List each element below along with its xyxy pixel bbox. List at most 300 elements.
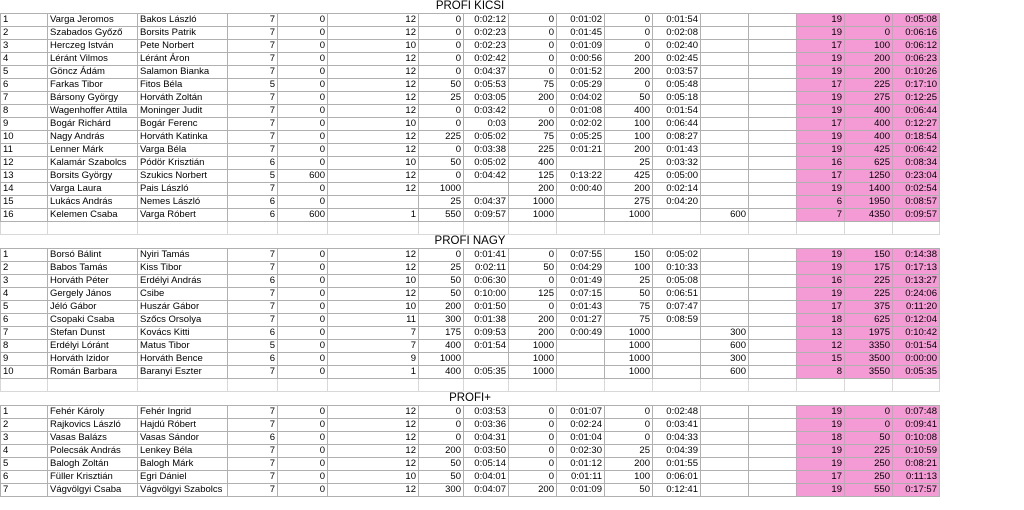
cell[interactable]: 25 <box>605 275 653 288</box>
cell[interactable]: 25 <box>419 262 464 275</box>
cell[interactable]: 0:06:16 <box>893 27 940 40</box>
cell[interactable]: 275 <box>845 92 893 105</box>
cell[interactable]: 0:03:42 <box>464 105 509 118</box>
cell[interactable]: 100 <box>605 262 653 275</box>
cell[interactable]: 200 <box>419 301 464 314</box>
cell[interactable]: 200 <box>605 66 653 79</box>
cell[interactable]: 225 <box>845 288 893 301</box>
cell[interactable]: 0:05:08 <box>893 14 940 27</box>
cell[interactable]: 0:02:02 <box>557 118 605 131</box>
cell[interactable] <box>701 262 749 275</box>
cell[interactable]: 1000 <box>509 209 557 222</box>
empty-cell[interactable] <box>653 222 701 235</box>
cell[interactable]: 0:01:27 <box>557 314 605 327</box>
cell[interactable] <box>701 92 749 105</box>
cell[interactable]: 400 <box>845 118 893 131</box>
cell[interactable]: 7 <box>228 131 278 144</box>
cell[interactable]: 19 <box>797 14 845 27</box>
cell[interactable]: Kovács Kitti <box>138 327 228 340</box>
cell[interactable]: Bakos László <box>138 14 228 27</box>
empty-cell[interactable] <box>845 379 893 392</box>
cell[interactable]: 25 <box>419 92 464 105</box>
cell[interactable]: Szőcs Orsolya <box>138 314 228 327</box>
cell[interactable]: 0:06:30 <box>464 275 509 288</box>
cell[interactable]: 10 <box>328 40 419 53</box>
cell[interactable]: 7 <box>228 40 278 53</box>
cell[interactable]: Szukics Norbert <box>138 170 228 183</box>
cell[interactable]: 0:08:59 <box>653 314 701 327</box>
cell[interactable]: 0 <box>278 314 328 327</box>
cell[interactable]: Horváth Zoltán <box>138 92 228 105</box>
cell[interactable]: 0:04:02 <box>557 92 605 105</box>
cell[interactable]: 1000 <box>605 340 653 353</box>
cell[interactable]: Babos Tamás <box>48 262 138 275</box>
cell[interactable] <box>653 340 701 353</box>
cell[interactable]: 0 <box>419 406 464 419</box>
cell[interactable]: 0:02:11 <box>464 262 509 275</box>
empty-cell[interactable] <box>278 222 328 235</box>
cell[interactable] <box>749 419 797 432</box>
cell[interactable]: 0:12:27 <box>893 118 940 131</box>
cell[interactable]: 0:17:10 <box>893 79 940 92</box>
cell[interactable]: 0 <box>419 419 464 432</box>
empty-cell[interactable] <box>48 222 138 235</box>
cell[interactable]: 0:07:47 <box>653 301 701 314</box>
cell[interactable]: 0 <box>278 118 328 131</box>
cell[interactable]: 0 <box>605 27 653 40</box>
cell[interactable]: 12 <box>797 340 845 353</box>
cell[interactable] <box>749 14 797 27</box>
cell[interactable]: 0:08:21 <box>893 458 940 471</box>
cell[interactable] <box>749 118 797 131</box>
cell[interactable]: Erdélyi Lóránt <box>48 340 138 353</box>
cell[interactable]: 19 <box>797 27 845 40</box>
cell[interactable]: 275 <box>605 196 653 209</box>
cell[interactable]: 0:02:08 <box>653 27 701 40</box>
cell[interactable]: 0:11:13 <box>893 471 940 484</box>
cell[interactable]: 175 <box>845 262 893 275</box>
cell[interactable]: 0:03:36 <box>464 419 509 432</box>
cell[interactable]: 0 <box>509 105 557 118</box>
cell[interactable]: 5 <box>228 79 278 92</box>
empty-cell[interactable] <box>701 222 749 235</box>
cell[interactable]: 0:18:54 <box>893 131 940 144</box>
cell[interactable]: 6 <box>228 353 278 366</box>
cell[interactable] <box>653 353 701 366</box>
cell[interactable]: 50 <box>419 79 464 92</box>
cell[interactable] <box>749 327 797 340</box>
cell[interactable] <box>701 432 749 445</box>
cell[interactable]: 7 <box>228 249 278 262</box>
cell[interactable]: 0 <box>278 353 328 366</box>
cell[interactable]: 10 <box>1 366 48 379</box>
empty-cell[interactable] <box>1 379 48 392</box>
empty-cell[interactable] <box>328 222 419 235</box>
empty-cell[interactable] <box>464 222 509 235</box>
cell[interactable]: 0:06:51 <box>653 288 701 301</box>
cell[interactable]: 225 <box>419 131 464 144</box>
cell[interactable]: 0:02:23 <box>464 27 509 40</box>
cell[interactable]: 7 <box>228 301 278 314</box>
cell[interactable]: 3550 <box>845 366 893 379</box>
cell[interactable]: 19 <box>797 249 845 262</box>
cell[interactable] <box>701 183 749 196</box>
cell[interactable]: 425 <box>605 170 653 183</box>
cell[interactable] <box>653 209 701 222</box>
cell[interactable]: 10 <box>328 118 419 131</box>
cell[interactable]: 7 <box>228 406 278 419</box>
cell[interactable]: 12 <box>328 105 419 118</box>
cell[interactable]: 17 <box>797 79 845 92</box>
section-title[interactable]: PROFI+ <box>449 392 491 404</box>
cell[interactable]: 0:05:48 <box>653 79 701 92</box>
cell[interactable]: 10 <box>328 275 419 288</box>
cell[interactable]: 0 <box>278 288 328 301</box>
cell[interactable]: 11 <box>328 314 419 327</box>
cell[interactable]: 300 <box>701 353 749 366</box>
cell[interactable] <box>749 314 797 327</box>
cell[interactable]: 0:07:15 <box>557 288 605 301</box>
cell[interactable]: 7 <box>1 484 48 497</box>
empty-cell[interactable] <box>845 222 893 235</box>
cell[interactable] <box>701 249 749 262</box>
cell[interactable]: 7 <box>228 118 278 131</box>
cell[interactable]: 8 <box>1 340 48 353</box>
empty-cell[interactable] <box>509 379 557 392</box>
cell[interactable]: 0 <box>845 14 893 27</box>
cell[interactable]: 0:01:50 <box>464 301 509 314</box>
empty-cell[interactable] <box>605 222 653 235</box>
empty-cell[interactable] <box>228 222 278 235</box>
cell[interactable]: 3350 <box>845 340 893 353</box>
cell[interactable]: 1 <box>1 406 48 419</box>
cell[interactable]: 0 <box>419 249 464 262</box>
cell[interactable]: 18 <box>797 432 845 445</box>
cell[interactable] <box>749 92 797 105</box>
cell[interactable] <box>701 471 749 484</box>
cell[interactable]: 17 <box>797 118 845 131</box>
empty-cell[interactable] <box>749 379 797 392</box>
cell[interactable]: 3 <box>1 275 48 288</box>
cell[interactable]: 15 <box>1 196 48 209</box>
cell[interactable]: 0:11:20 <box>893 301 940 314</box>
cell[interactable]: 0:01:04 <box>557 432 605 445</box>
cell[interactable]: 17 <box>797 301 845 314</box>
cell[interactable]: 15 <box>797 353 845 366</box>
cell[interactable]: 0 <box>278 144 328 157</box>
cell[interactable]: Jéló Gábor <box>48 301 138 314</box>
cell[interactable]: Nemes László <box>138 196 228 209</box>
cell[interactable]: 0 <box>278 27 328 40</box>
cell[interactable]: 12 <box>328 79 419 92</box>
cell[interactable]: 0:05:29 <box>557 79 605 92</box>
cell[interactable]: 16 <box>797 157 845 170</box>
cell[interactable]: 0 <box>278 14 328 27</box>
cell[interactable]: 250 <box>845 471 893 484</box>
cell[interactable]: 6 <box>228 327 278 340</box>
cell[interactable]: 200 <box>605 183 653 196</box>
cell[interactable]: 2 <box>1 419 48 432</box>
cell[interactable]: 0:12:25 <box>893 92 940 105</box>
cell[interactable] <box>749 288 797 301</box>
cell[interactable]: 1 <box>1 249 48 262</box>
cell[interactable]: 12 <box>328 419 419 432</box>
cell[interactable]: 0:05:14 <box>464 458 509 471</box>
cell[interactable]: 125 <box>509 288 557 301</box>
cell[interactable]: 50 <box>419 157 464 170</box>
cell[interactable]: 7 <box>228 288 278 301</box>
cell[interactable]: 0 <box>845 27 893 40</box>
cell[interactable]: 50 <box>605 288 653 301</box>
cell[interactable]: 0:04:42 <box>464 170 509 183</box>
cell[interactable]: 0:01:49 <box>557 275 605 288</box>
cell[interactable] <box>749 196 797 209</box>
cell[interactable]: Fehér Károly <box>48 406 138 419</box>
cell[interactable]: Vasas Sándor <box>138 432 228 445</box>
cell[interactable]: 0:01:54 <box>653 105 701 118</box>
cell[interactable] <box>749 366 797 379</box>
cell[interactable] <box>701 445 749 458</box>
cell[interactable]: 0:02:30 <box>557 445 605 458</box>
cell[interactable]: 3 <box>1 432 48 445</box>
cell[interactable] <box>749 432 797 445</box>
section-title[interactable]: PROFI KICSI <box>435 0 505 12</box>
empty-cell[interactable] <box>328 379 419 392</box>
cell[interactable]: 0 <box>605 406 653 419</box>
cell[interactable]: 0 <box>278 275 328 288</box>
cell[interactable]: 400 <box>845 131 893 144</box>
cell[interactable] <box>749 183 797 196</box>
cell[interactable]: 150 <box>605 249 653 262</box>
cell[interactable]: 600 <box>278 170 328 183</box>
cell[interactable]: 200 <box>509 183 557 196</box>
cell[interactable]: 19 <box>797 445 845 458</box>
cell[interactable] <box>557 340 605 353</box>
cell[interactable]: 0:07:48 <box>893 406 940 419</box>
cell[interactable]: 1000 <box>509 340 557 353</box>
cell[interactable]: 400 <box>845 105 893 118</box>
cell[interactable]: 50 <box>509 262 557 275</box>
cell[interactable]: 6 <box>1 314 48 327</box>
cell[interactable]: Stefan Dunst <box>48 327 138 340</box>
cell[interactable]: Balogh Zoltán <box>48 458 138 471</box>
cell[interactable]: 0 <box>605 14 653 27</box>
cell[interactable]: 50 <box>419 288 464 301</box>
cell[interactable]: 0 <box>419 144 464 157</box>
cell[interactable]: 100 <box>605 131 653 144</box>
cell[interactable] <box>701 196 749 209</box>
cell[interactable]: 200 <box>419 445 464 458</box>
cell[interactable]: 18 <box>797 314 845 327</box>
cell[interactable]: 0 <box>509 14 557 27</box>
cell[interactable]: 6 <box>228 275 278 288</box>
cell[interactable]: 4 <box>1 445 48 458</box>
cell[interactable] <box>557 196 605 209</box>
cell[interactable]: 600 <box>278 209 328 222</box>
cell[interactable] <box>701 170 749 183</box>
cell[interactable]: 0:06:01 <box>653 471 701 484</box>
cell[interactable]: 0 <box>419 105 464 118</box>
cell[interactable]: 75 <box>509 131 557 144</box>
cell[interactable]: 0 <box>278 419 328 432</box>
cell[interactable]: 16 <box>1 209 48 222</box>
cell[interactable]: 0:01:54 <box>464 340 509 353</box>
empty-cell[interactable] <box>1 222 48 235</box>
cell[interactable]: 225 <box>845 275 893 288</box>
cell[interactable] <box>749 27 797 40</box>
cell[interactable] <box>749 484 797 497</box>
cell[interactable]: 0:02:24 <box>557 419 605 432</box>
cell[interactable]: 19 <box>797 66 845 79</box>
cell[interactable]: 0:09:57 <box>893 209 940 222</box>
cell[interactable]: 1000 <box>419 353 464 366</box>
empty-cell[interactable] <box>464 379 509 392</box>
empty-cell[interactable] <box>48 379 138 392</box>
cell[interactable]: Erdélyi András <box>138 275 228 288</box>
cell[interactable]: 150 <box>845 249 893 262</box>
cell[interactable]: 225 <box>845 445 893 458</box>
cell[interactable]: 200 <box>845 66 893 79</box>
cell[interactable]: 7 <box>1 327 48 340</box>
cell[interactable]: 0 <box>509 458 557 471</box>
cell[interactable]: 0:04:33 <box>653 432 701 445</box>
empty-cell[interactable] <box>797 222 845 235</box>
cell[interactable]: 200 <box>605 144 653 157</box>
cell[interactable]: 0:06:42 <box>893 144 940 157</box>
cell[interactable]: 600 <box>701 209 749 222</box>
cell[interactable]: 4350 <box>845 209 893 222</box>
cell[interactable]: 0 <box>278 79 328 92</box>
cell[interactable]: 12 <box>328 170 419 183</box>
cell[interactable]: 19 <box>797 458 845 471</box>
cell[interactable]: 0 <box>509 301 557 314</box>
cell[interactable]: 5 <box>228 340 278 353</box>
cell[interactable] <box>749 340 797 353</box>
cell[interactable] <box>701 105 749 118</box>
cell[interactable] <box>701 53 749 66</box>
cell[interactable]: 625 <box>845 314 893 327</box>
cell[interactable]: 25 <box>605 445 653 458</box>
empty-cell[interactable] <box>278 379 328 392</box>
cell[interactable]: 0 <box>509 40 557 53</box>
cell[interactable]: 0:13:27 <box>893 275 940 288</box>
cell[interactable]: 0:02:42 <box>464 53 509 66</box>
empty-cell[interactable] <box>605 379 653 392</box>
cell[interactable]: Bogár Ferenc <box>138 118 228 131</box>
cell[interactable]: 6 <box>228 196 278 209</box>
cell[interactable]: 1250 <box>845 170 893 183</box>
cell[interactable]: Fehér Ingrid <box>138 406 228 419</box>
cell[interactable]: Horváth Péter <box>48 275 138 288</box>
cell[interactable]: 12 <box>328 458 419 471</box>
cell[interactable] <box>701 288 749 301</box>
cell[interactable]: 7 <box>228 105 278 118</box>
cell[interactable]: 0:04:37 <box>464 66 509 79</box>
cell[interactable]: 0:08:57 <box>893 196 940 209</box>
cell[interactable]: 0 <box>278 66 328 79</box>
empty-cell[interactable] <box>893 222 940 235</box>
cell[interactable]: 3 <box>1 40 48 53</box>
empty-cell[interactable] <box>797 379 845 392</box>
cell[interactable] <box>749 445 797 458</box>
cell[interactable]: 200 <box>509 327 557 340</box>
cell[interactable]: 625 <box>845 157 893 170</box>
cell[interactable] <box>749 209 797 222</box>
cell[interactable]: 0:05:02 <box>464 131 509 144</box>
cell[interactable]: Borsits György <box>48 170 138 183</box>
cell[interactable]: 10 <box>1 131 48 144</box>
cell[interactable]: 0 <box>419 170 464 183</box>
cell[interactable]: Horváth Bence <box>138 353 228 366</box>
cell[interactable]: Szabados Győző <box>48 27 138 40</box>
cell[interactable]: 6 <box>228 157 278 170</box>
cell[interactable] <box>328 196 419 209</box>
cell[interactable]: 0:02:40 <box>653 40 701 53</box>
cell[interactable]: 0:00:40 <box>557 183 605 196</box>
cell[interactable]: 0:01:41 <box>464 249 509 262</box>
cell[interactable]: 0:05:02 <box>464 157 509 170</box>
cell[interactable] <box>701 275 749 288</box>
cell[interactable] <box>701 131 749 144</box>
empty-cell[interactable] <box>419 379 464 392</box>
cell[interactable]: Vágvölgyi Csaba <box>48 484 138 497</box>
cell[interactable] <box>701 458 749 471</box>
cell[interactable]: 1950 <box>845 196 893 209</box>
cell[interactable]: 0:02:23 <box>464 40 509 53</box>
cell[interactable]: 225 <box>845 79 893 92</box>
cell[interactable]: 0:09:57 <box>464 209 509 222</box>
cell[interactable]: Lukács András <box>48 196 138 209</box>
cell[interactable]: Moninger Judit <box>138 105 228 118</box>
cell[interactable]: 5 <box>1 301 48 314</box>
cell[interactable]: 0 <box>509 471 557 484</box>
cell[interactable]: 7 <box>228 366 278 379</box>
cell[interactable]: 12 <box>328 432 419 445</box>
cell[interactable]: 8 <box>797 366 845 379</box>
cell[interactable]: 50 <box>605 92 653 105</box>
cell[interactable]: 0:04:29 <box>557 262 605 275</box>
cell[interactable]: 12 <box>328 406 419 419</box>
cell[interactable]: 600 <box>701 340 749 353</box>
cell[interactable]: 0:02:45 <box>653 53 701 66</box>
cell[interactable]: 0:01:02 <box>557 14 605 27</box>
cell[interactable]: 0:05:00 <box>653 170 701 183</box>
cell[interactable] <box>557 209 605 222</box>
cell[interactable]: Füller Krisztián <box>48 471 138 484</box>
cell[interactable]: 0:01:11 <box>557 471 605 484</box>
cell[interactable]: 75 <box>605 314 653 327</box>
cell[interactable]: Salamon Bianka <box>138 66 228 79</box>
cell[interactable]: 5 <box>1 458 48 471</box>
empty-cell[interactable] <box>138 222 228 235</box>
cell[interactable] <box>701 14 749 27</box>
cell[interactable]: 1 <box>328 366 419 379</box>
cell[interactable] <box>749 406 797 419</box>
cell[interactable]: 12 <box>328 249 419 262</box>
cell[interactable]: 12 <box>328 144 419 157</box>
cell[interactable]: 0:05:25 <box>557 131 605 144</box>
cell[interactable]: 6 <box>228 209 278 222</box>
cell[interactable]: 0 <box>605 419 653 432</box>
cell[interactable]: 0:03:32 <box>653 157 701 170</box>
cell[interactable]: 0:10:08 <box>893 432 940 445</box>
cell[interactable] <box>701 484 749 497</box>
cell[interactable]: Horváth Katinka <box>138 131 228 144</box>
cell[interactable]: 0 <box>278 458 328 471</box>
cell[interactable] <box>557 366 605 379</box>
cell[interactable]: 0:06:12 <box>893 40 940 53</box>
cell[interactable]: 17 <box>797 40 845 53</box>
